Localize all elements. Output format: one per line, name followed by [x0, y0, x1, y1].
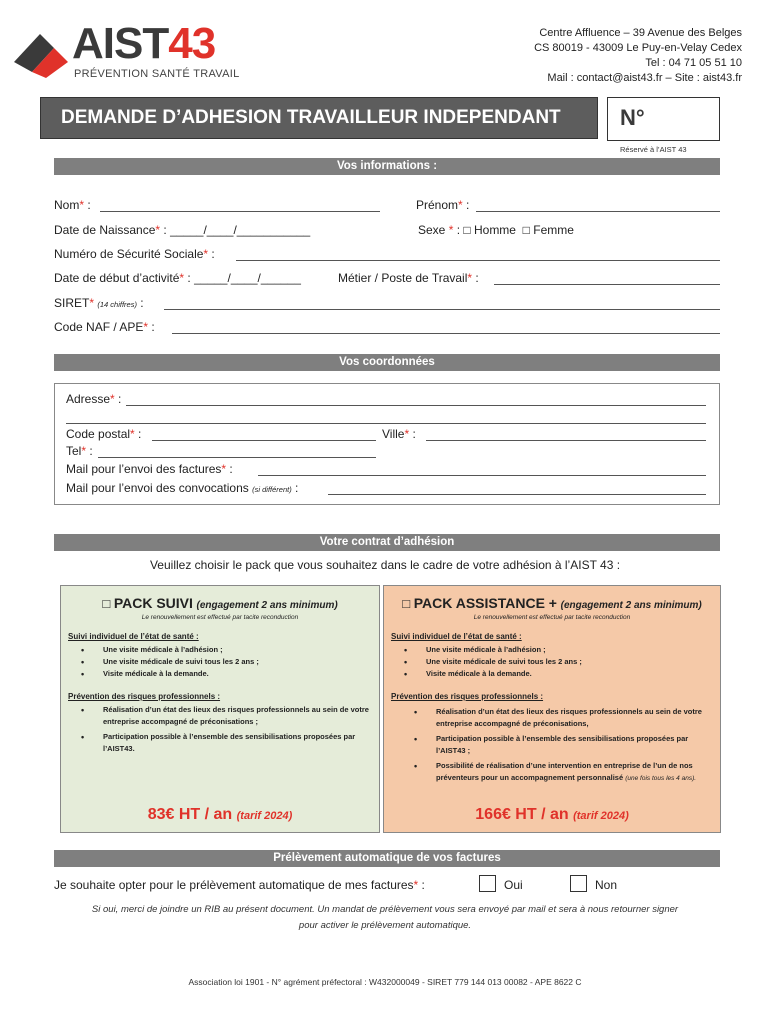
list-item: • Une visite médicale de suivi tous les 2 ans ; — [404, 656, 704, 668]
pack-suivi-card[interactable] — [60, 585, 380, 833]
list-item: • Une visite médicale à l’adhésion ; — [404, 644, 704, 656]
metier-field[interactable] — [494, 284, 720, 285]
list-item: • Visite médicale à la demande. — [81, 668, 371, 680]
list-item: • Réalisation d’un état des lieux des risques professionnels au sein de votre entreprise accompagné de préconisations ; — [81, 704, 371, 728]
list-item: • Visite médicale à la demande. — [404, 668, 704, 680]
list-item: • Réalisation d’un état des lieux des risques professionnels au sein de votre entreprise accompagné de préconisations, — [414, 706, 714, 730]
pack-assistance-renewal: Le renouvellement est effectué par tacite reconduction — [473, 614, 631, 621]
ville-field[interactable] — [426, 440, 706, 441]
date-debut-label: Date de début d’activité* : _____/____/______ — [54, 271, 301, 285]
pack-suivi-suivi-heading: Suivi individuel de l’état de santé : — [68, 632, 199, 641]
prenom-field[interactable] — [476, 211, 720, 212]
section-contrat-header: Votre contrat d’adhésion — [54, 534, 720, 551]
section-informations-header: Vos informations : — [54, 158, 720, 175]
pack-assistance-engagement: (engagement 2 ans minimum) — [560, 600, 702, 611]
pack-assistance-suivi-heading: Suivi individuel de l’état de santé : — [391, 632, 522, 641]
nom-field[interactable] — [100, 211, 380, 212]
rib-note: Si oui, merci de joindre un RIB au présent document. Un mandat de prélèvement vous sera envoyé par mail et sera à nous retourner signer pour activer le prélèvement automatique. — [91, 904, 679, 931]
prelevement-question: Je souhaite opter pour le prélèvement automatique de mes factures* : — [54, 878, 425, 892]
pack-assistance-price: 166€ HT / an (tarif 2024) — [475, 806, 629, 823]
pack-assistance-card[interactable] — [383, 585, 721, 833]
prenom-label: Prénom* : — [416, 198, 470, 212]
secu-label: Numéro de Sécurité Sociale* : — [54, 247, 215, 261]
pack-suivi-name: PACK SUIVI — [113, 595, 193, 611]
date-naissance-field[interactable]: _____/____/___________ — [170, 223, 311, 237]
pack-assistance-name: PACK ASSISTANCE + — [413, 595, 557, 611]
sexe-label: Sexe * : □ Homme □ Femme — [418, 223, 574, 237]
logo-wordmark: AIST43 — [72, 19, 216, 68]
oui-label: Oui — [504, 878, 523, 892]
ville-label: Ville* : — [382, 427, 416, 441]
siret-field[interactable] — [164, 309, 720, 310]
naf-label: Code NAF / APE* : — [54, 320, 155, 334]
nom-label: Nom* : — [54, 198, 91, 212]
pack-suivi-checkbox[interactable]: □ — [102, 596, 111, 611]
legal-footer: Association loi 1901 - N° agrément préfectoral : W432000049 - SIRET 779 144 013 00082 - APE 8622 C — [188, 977, 582, 987]
pack-suivi-renewal: Le renouvellement est effectué par tacite reconduction — [141, 614, 299, 621]
homme-checkbox[interactable]: □ Homme — [463, 223, 516, 237]
pack-suivi-prevention-list — [81, 704, 371, 755]
adresse-field[interactable] — [126, 405, 706, 406]
pack-suivi-price: 83€ HT / an (tarif 2024) — [147, 806, 293, 823]
list-item: • Participation possible à l’ensemble des sensibilisations proposées par l’AIST43. — [81, 731, 371, 755]
pack-assistance-prevention-heading: Prévention des risques professionnels : — [391, 692, 544, 701]
aist-logo-icon — [10, 28, 72, 78]
pack-assistance-suivi-list — [404, 644, 704, 680]
mail-factures-field[interactable] — [258, 475, 706, 476]
pack-assistance-checkbox[interactable]: □ — [402, 596, 411, 611]
list-item: • Participation possible à l’ensemble des sensibilisations proposées par l’AIST43 ; — [414, 733, 714, 757]
oui-checkbox[interactable] — [479, 875, 496, 892]
list-item: • Une visite médicale de suivi tous les 2 ans ; — [81, 656, 371, 668]
pack-assistance-frequency-note: (une fois tous les 4 ans). — [625, 775, 697, 782]
reserved-note: Réservé à l’AIST 43 — [620, 145, 687, 154]
organization-address: Centre Affluence – 39 Avenue des Belges CS 80019 - 43009 Le Puy-en-Velay Cedex Tel : 04 71 05 51 10 Mail : contact@aist43.fr – Site : aist43.fr — [534, 27, 742, 84]
mail-convocations-label: Mail pour l’envoi des convocations (si différent) : — [66, 481, 299, 495]
tel-label: Tel* : — [66, 444, 93, 458]
section-prelevement-header: Prélèvement automatique de vos factures — [54, 850, 720, 867]
femme-checkbox[interactable]: □ Femme — [522, 223, 574, 237]
document-title: DEMANDE D’ADHESION TRAVAILLEUR INDEPENDANT — [40, 97, 598, 139]
list-item: • Une visite médicale à l’adhésion ; — [81, 644, 371, 656]
date-debut-field[interactable]: _____/____/______ — [194, 271, 301, 285]
mail-convocations-field[interactable] — [328, 494, 706, 495]
adresse-field-line2[interactable] — [66, 423, 706, 424]
section-coordonnees-header: Vos coordonnées — [54, 354, 720, 371]
date-naissance-label: Date de Naissance* : _____/____/___________ — [54, 223, 311, 237]
reference-number-box: N° — [607, 97, 720, 141]
mail-factures-label: Mail pour l’envoi des factures* : — [66, 462, 233, 476]
pack-assistance-prevention-list — [414, 706, 714, 785]
siret-label: SIRET* (14 chiffres) : — [54, 296, 144, 310]
non-checkbox[interactable] — [570, 875, 587, 892]
list-item: • Possibilité de réalisation d’une intervention en entreprise de l’un de nos préventeurs pour un accompagnement personnalisé (une fois tous les 4 ans). — [414, 760, 714, 785]
metier-label: Métier / Poste de Travail* : — [338, 271, 479, 285]
non-label: Non — [595, 878, 618, 892]
adresse-label: Adresse* : — [66, 392, 122, 406]
pack-suivi-suivi-list — [81, 644, 371, 680]
logo-tagline: PRÉVENTION SANTÉ TRAVAIL — [74, 68, 240, 80]
contrat-intro: Veuillez choisir le pack que vous souhaitez dans le cadre de votre adhésion à l’AIST 43 : — [149, 558, 621, 572]
code-postal-label: Code postal* : — [66, 427, 142, 441]
secu-field[interactable] — [236, 260, 720, 261]
pack-suivi-engagement: (engagement 2 ans minimum) — [196, 600, 338, 611]
naf-field[interactable] — [172, 333, 720, 334]
code-postal-field[interactable] — [152, 440, 376, 441]
pack-suivi-prevention-heading: Prévention des risques professionnels : — [68, 692, 221, 701]
tel-field[interactable] — [98, 457, 376, 458]
